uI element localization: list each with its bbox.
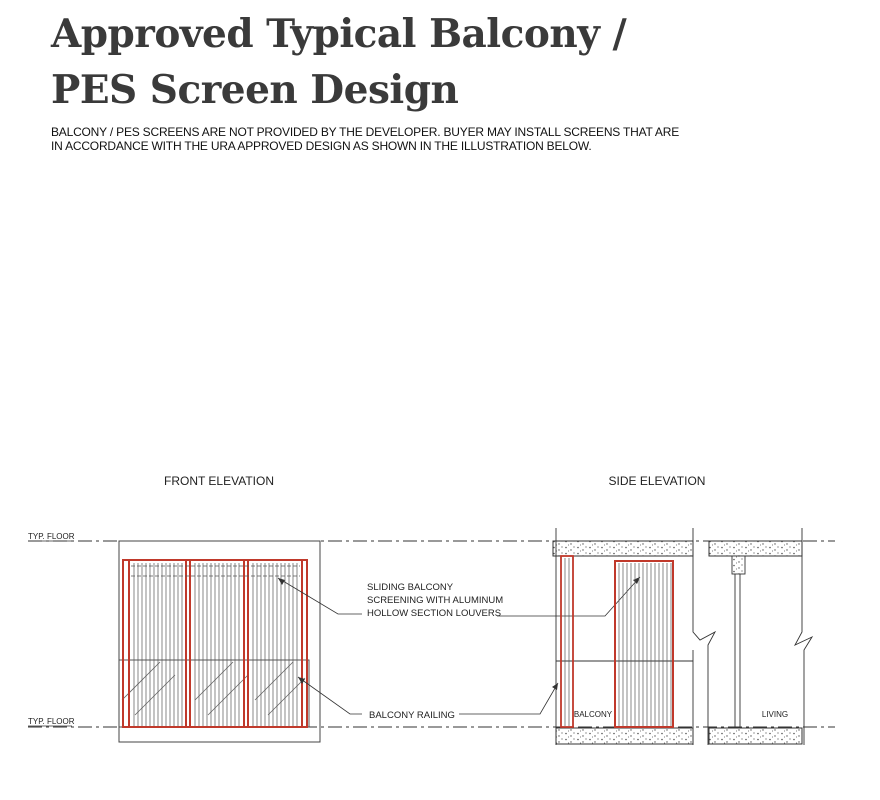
label-living: LIVING bbox=[761, 710, 789, 719]
label-balcony-railing: BALCONY RAILING bbox=[369, 710, 455, 721]
disclaimer-line-2: IN ACCORDANCE WITH THE URA APPROVED DESIGN AS SHOWN IN THE ILLUSTRATION BELOW. bbox=[51, 139, 592, 153]
leader-railing-side bbox=[459, 683, 558, 714]
top-slab-living bbox=[709, 541, 802, 556]
label-balcony: BALCONY bbox=[573, 710, 613, 719]
front-louvers bbox=[134, 563, 297, 726]
railing-glass-hatch bbox=[122, 662, 305, 715]
break-line-left bbox=[693, 528, 715, 745]
label-sliding-line-1: SLIDING BALCONY bbox=[367, 582, 454, 593]
front-opening-outline bbox=[119, 541, 320, 742]
front-elevation bbox=[119, 541, 320, 742]
bottom-slab-balcony bbox=[556, 728, 693, 744]
leader-sliding-side bbox=[497, 577, 640, 616]
railing-glass-panel bbox=[119, 660, 309, 727]
side-edge-screen-frame bbox=[561, 556, 573, 727]
label-sliding-line-3: HOLLOW SECTION LOUVERS bbox=[367, 608, 502, 619]
side-edge-screen-louvers bbox=[565, 558, 569, 726]
arrow-railing-front bbox=[298, 677, 305, 684]
side-edge-screen bbox=[561, 556, 573, 727]
side-sliding-screen-frame bbox=[615, 561, 673, 727]
arrow-sliding-front bbox=[278, 578, 285, 585]
annotations bbox=[278, 577, 640, 721]
side-sliding-louvers bbox=[619, 563, 671, 726]
typ-floor-label-bottom: TYP. FLOOR bbox=[28, 717, 75, 726]
label-sliding-line-2: SCREENING WITH ALUMINUM bbox=[367, 595, 504, 606]
glass-hatch-line bbox=[268, 678, 305, 715]
title-line-1: Approved Typical Balcony / bbox=[51, 11, 627, 57]
title-line-2: PES Screen Design bbox=[51, 67, 459, 113]
side-elevation-heading: SIDE ELEVATION bbox=[608, 474, 706, 488]
typ-floor-label-top: TYP. FLOOR bbox=[28, 532, 75, 541]
top-slab-balcony bbox=[553, 541, 693, 556]
bottom-slab-living bbox=[709, 728, 802, 744]
disclaimer-line-1: BALCONY / PES SCREENS ARE NOT PROVIDED BY THE DEVELOPER. BUYER MAY INSTALL SCREENS THAT ARE bbox=[51, 125, 679, 139]
break-line-right bbox=[795, 528, 812, 745]
front-elevation-heading: FRONT ELEVATION bbox=[163, 474, 275, 488]
side-elevation bbox=[553, 528, 812, 745]
living-beam bbox=[732, 556, 745, 574]
